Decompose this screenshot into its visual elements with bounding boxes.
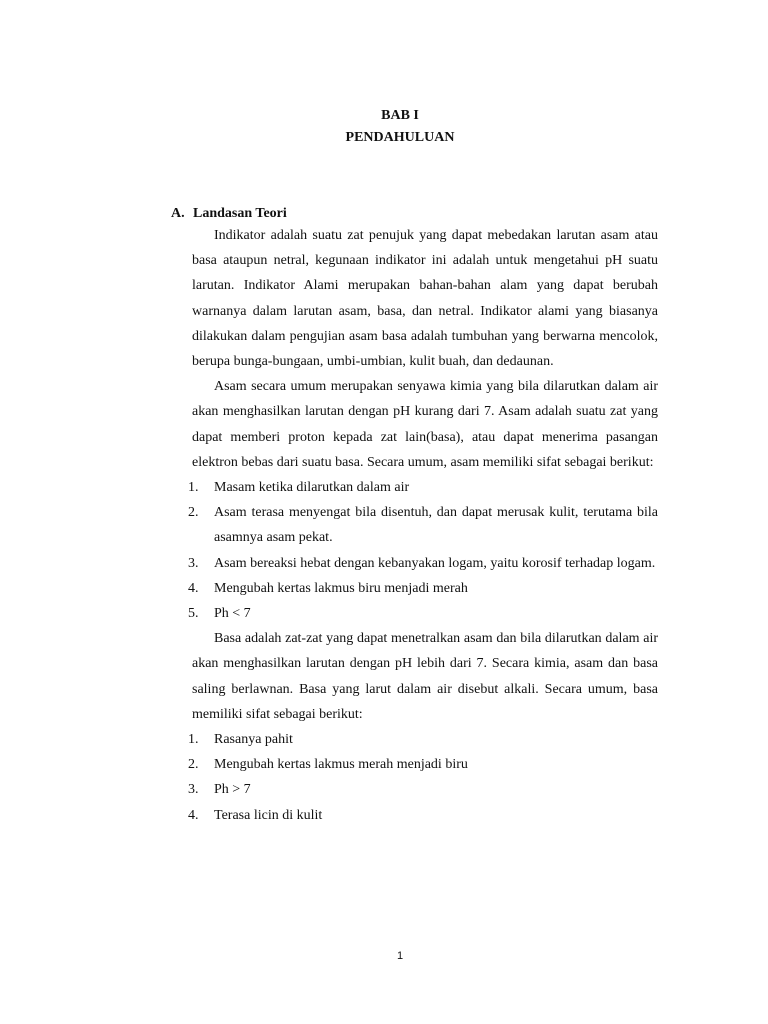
body-text	[188, 223, 658, 828]
list-number: 1.	[188, 732, 199, 748]
list-text: Masam ketika dilarutkan dalam air	[214, 480, 410, 496]
paragraph-indikator: Indikator adalah suatu zat penujuk yang dapat mebedakan larutan asam atau basa ataupun netral, kegunaan indikator ini adalah untuk mengetahui pH suatu larutan. Indikator Alami merupakan bahan-bahan alam yang dapat berubah warnanya dalam larutan asam, basa, dan netral. Indikator alami yang biasanya dilakukan dalam pengujian asam basa adalah tumbuhan yang berwarna mencolok, berupa bunga-bungaan, umbi-umbian, kulit buah, dan dedaunan.	[192, 228, 658, 370]
list-text: Asam terasa menyengat bila disentuh, dan dapat merusak kulit, terutama bila asamnya asam pekat.	[214, 505, 658, 546]
section-heading	[171, 206, 287, 222]
paragraph-asam: Asam secara umum merupakan senyawa kimia yang bila dilarutkan dalam air akan menghasilkan larutan dengan pH kurang dari 7. Asam adalah suatu zat yang dapat memberi proton kepada zat lain(basa), atau dapat menerima pasangan elektron bebas dari suatu basa. Secara umum, asam memiliki sifat sebagai berikut:	[192, 379, 658, 470]
list-number: 4.	[188, 580, 199, 596]
list-number: 4.	[188, 807, 199, 823]
list-item	[188, 551, 658, 576]
list-number: 3.	[188, 782, 199, 798]
list-item	[188, 727, 658, 752]
list-item	[188, 601, 658, 626]
list-item	[188, 752, 658, 777]
list-text: Mengubah kertas lakmus merah menjadi biru	[214, 757, 468, 773]
list-text: Mengubah kertas lakmus biru menjadi merah	[214, 580, 468, 596]
list-text: Ph < 7	[214, 606, 251, 622]
list-text: Ph > 7	[214, 782, 251, 798]
list-number: 2.	[188, 505, 199, 521]
list-number: 2.	[188, 757, 199, 773]
acid-properties-list	[188, 475, 658, 626]
list-text: Terasa licin di kulit	[214, 807, 323, 823]
base-properties-list	[188, 727, 658, 828]
list-item	[188, 475, 658, 500]
list-item	[188, 500, 658, 550]
list-number: 5.	[188, 606, 199, 622]
page-number: 1	[396, 950, 404, 962]
list-item	[188, 777, 658, 802]
list-number: 1.	[188, 480, 199, 496]
list-item	[188, 576, 658, 601]
chapter-title: PENDAHULUAN	[345, 130, 455, 145]
section-title: Landasan Teori	[193, 206, 287, 221]
list-text: Rasanya pahit	[214, 732, 293, 748]
paragraph-basa: Basa adalah zat-zat yang dapat menetralkan asam dan bila dilarutkan dalam air akan menghasilkan larutan dengan pH lebih dari 7. Secara kimia, asam dan basa saling berlawnan. Basa yang larut dalam air disebut alkali. Secara umum, basa memiliki sifat sebagai berikut:	[192, 631, 658, 722]
list-item	[188, 803, 658, 828]
chapter-label: BAB I	[381, 108, 419, 123]
list-text: Asam bereaksi hebat dengan kebanyakan logam, yaitu korosif terhadap logam.	[214, 555, 656, 571]
section-letter: A.	[171, 206, 185, 221]
list-number: 3.	[188, 555, 199, 571]
